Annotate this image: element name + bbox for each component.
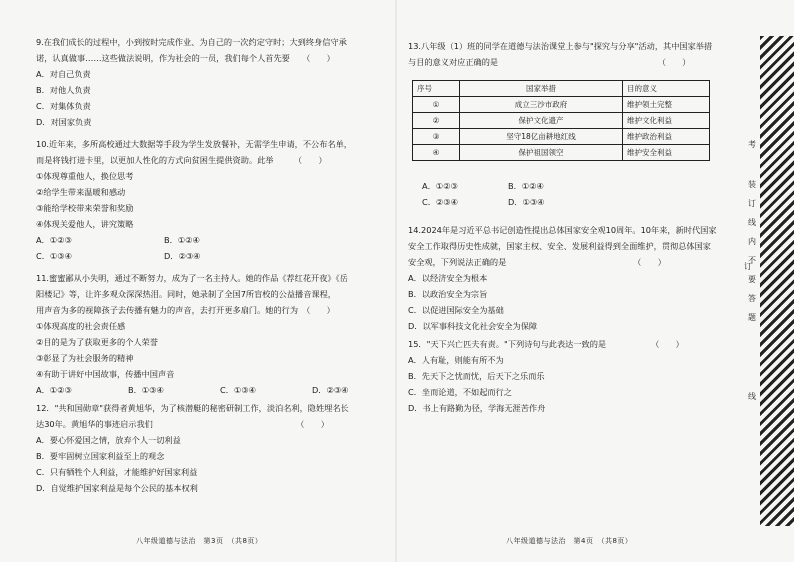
- side-mark-2: 订: [744, 262, 752, 271]
- q13-row4-index: ④: [413, 145, 460, 161]
- binding-char-5: 不: [748, 256, 756, 265]
- q10-statement-1: ①体现尊重他人，换位思考: [36, 171, 134, 181]
- q12-option-b: B．要牢固树立国家利益至上的观念: [36, 451, 165, 461]
- q13-row2-index: ②: [413, 113, 460, 129]
- q11-line-3: 用声音为多的视障孩子去传播有魅力的声音，去打开更多扇门。她的行为 （ ）: [36, 305, 335, 315]
- binding-warning-text: [748, 180, 756, 332]
- q13-row3-measure: 坚守18亿亩耕地红线: [460, 129, 623, 145]
- q13-line-1: 13.八年级（1）班的同学在道德与法治课堂上参与"探究与分享"活动，其中国家举措: [408, 41, 713, 51]
- binding-char-6: 要: [748, 275, 756, 284]
- q11-option-c: C．①③④: [220, 385, 256, 395]
- binding-char-2: 订: [748, 199, 756, 208]
- q9-option-a: A．对自己负责: [36, 69, 91, 79]
- q13-option-c: C．②③④: [422, 197, 458, 207]
- q15-line-1: 15．"天下兴亡匹夫有责。"下列诗句与此表达一致的是 （ ）: [408, 339, 684, 349]
- q12-option-d: D．自觉维护国家利益是每个公民的基本权利: [36, 483, 198, 493]
- q12-option-a: A．要心怀爱国之情，放弃个人一切利益: [36, 435, 181, 445]
- question-12: [36, 400, 349, 496]
- question-10: [36, 136, 352, 264]
- q10-line-2: 而是将钱打进卡里，以更加人性化的方式向贫困生提供资助。此举 （ ）: [36, 155, 327, 165]
- q13-row2-measure: 保护文化遗产: [460, 113, 623, 129]
- q9-line-1: 9.在我们成长的过程中，小到按时完成作业、为自己的一次约定守时；大到终身信守承: [36, 37, 347, 47]
- table-row: [413, 129, 710, 145]
- right-page-footer: 八年级道德与法治 第4页 （共8页）: [506, 537, 633, 545]
- side-mark-1: 考: [748, 140, 756, 149]
- q11-line-2: 阳楼记》等，让许多观众深深热泪。同时，她录制了全国7所盲校的公益播音课程，: [36, 289, 336, 299]
- q11-statement-2: ②目的是为了获取更多的个人荣誉: [36, 337, 158, 347]
- q10-statement-2: ②给学生带来温暖和感动: [36, 187, 126, 197]
- q12-line-1: 12．"共和国勋章"获得者黄旭华，为了核潜艇的秘密研制工作，淡泊名利，隐姓埋名长: [36, 403, 349, 413]
- q9-option-c: C．对集体负责: [36, 101, 91, 111]
- binding-char-7: 答: [748, 294, 756, 303]
- binding-char-3: 线: [748, 218, 756, 227]
- q15-option-b: B．先天下之忧而忧，后天下之乐而乐: [408, 371, 545, 381]
- q13-header-purpose: 目的意义: [623, 81, 710, 97]
- table-row: [413, 97, 710, 113]
- q11-statement-1: ①体现高度的社会责任感: [36, 321, 126, 331]
- table-row: [413, 145, 710, 161]
- q13-table-header: [413, 81, 710, 97]
- q9-line-2: 诺，认真做事……这些做法说明，作为社会的一员，我们每个人首先要 （ ）: [36, 53, 335, 63]
- q11-option-b: B．①③④: [128, 385, 164, 395]
- question-14: [408, 222, 717, 334]
- q13-option-d: D．①③④: [508, 197, 545, 207]
- q13-option-b: B．①②④: [508, 181, 544, 191]
- binding-char-1: 装: [748, 180, 756, 189]
- q14-option-a: A．以经济安全为根本: [408, 273, 488, 283]
- q13-row1-purpose: 维护领土完整: [623, 97, 710, 113]
- q14-line-2: 安全工作取得历史性成就，国家主权、安全、发展利益得到全面维护，贯彻总体国家: [408, 241, 711, 251]
- q13-header-measure: 国家举措: [460, 81, 623, 97]
- q14-line-3: 安全观，下列说法正确的是 （ ）: [408, 257, 666, 267]
- q11-option-d: D．②③④: [312, 385, 349, 395]
- q10-options-row-2: [36, 248, 352, 264]
- q9-option-b: B．对他人负责: [36, 85, 91, 95]
- q11-statement-4: ④有助于讲好中国故事，传播中国声音: [36, 369, 175, 379]
- q10-option-d: D．②③④: [164, 251, 201, 261]
- q15-option-a: A．人有耻，则能有所不为: [408, 355, 504, 365]
- q11-options: [36, 382, 404, 398]
- left-page-footer: 八年级道德与法治 第3页 （共8页）: [136, 537, 263, 545]
- q11-option-a: A．①②③: [36, 385, 72, 395]
- q9-option-d: D．对国家负责: [36, 117, 92, 127]
- question-9: [36, 34, 347, 130]
- q10-option-b: B．①②④: [164, 235, 200, 245]
- side-mark-3: 线: [748, 392, 756, 401]
- question-13: [408, 38, 712, 70]
- q13-options: [422, 178, 545, 210]
- table-row: [413, 113, 710, 129]
- binding-margin-pattern: [760, 36, 794, 526]
- q10-option-c: C．①③④: [36, 251, 72, 261]
- q14-option-c: C．以促进国际安全为基础: [408, 305, 504, 315]
- q13-header-index: 序号: [413, 81, 460, 97]
- q15-option-c: C．坐而论道，不如起而行之: [408, 387, 512, 397]
- q10-option-a: A．①②③: [36, 235, 72, 245]
- q13-row4-measure: 保护祖国领空: [460, 145, 623, 161]
- q13-row3-purpose: 维护政治利益: [623, 129, 710, 145]
- q15-option-d: D．书上有路勤为径，学海无涯苦作舟: [408, 403, 546, 413]
- q14-option-d: D．以军事科技文化社会安全为保障: [408, 321, 538, 331]
- q10-statement-3: ③能给学校带来荣誉和奖励: [36, 203, 134, 213]
- q13-line-2: 与目的意义对应正确的是 （ ）: [408, 57, 691, 67]
- q10-options-row-1: [36, 232, 352, 248]
- q11-statement-3: ③彰显了为社会服务的精神: [36, 353, 134, 363]
- q13-row3-index: ③: [413, 129, 460, 145]
- q13-row1-index: ①: [413, 97, 460, 113]
- question-11: [36, 270, 404, 398]
- q12-line-2: 达30年。黄旭华的事迹启示我们 （ ）: [36, 419, 329, 429]
- q13-table: [412, 80, 710, 161]
- question-15: [408, 336, 684, 416]
- q13-option-a: A．①②③: [422, 181, 458, 191]
- binding-char-8: 题: [748, 313, 756, 322]
- q11-line-1: 11.蜜蜜鄙从小失明，通过不断努力，成为了一名主持人。她的作品《荐红花开夜》《岳: [36, 273, 348, 283]
- q13-row1-measure: 成立三沙市政府: [460, 97, 623, 113]
- binding-char-4: 内: [748, 237, 756, 246]
- q13-row4-purpose: 维护安全利益: [623, 145, 710, 161]
- q13-row2-purpose: 维护文化利益: [623, 113, 710, 129]
- q12-option-c: C．只有牺牲个人利益，才能维护好国家利益: [36, 467, 198, 477]
- q10-statement-4: ④体现关爱他人，讲究策略: [36, 219, 134, 229]
- q10-line-1: 10.近年来，多所高校通过大数据等手段为学生发放餐补，无需学生申请，不公布名单，: [36, 139, 352, 149]
- q14-line-1: 14.2024年是习近平总书记创造性提出总体国家安全观10周年。10年来，新时代国家: [408, 225, 717, 235]
- q14-option-b: B．以政治安全为宗旨: [408, 289, 488, 299]
